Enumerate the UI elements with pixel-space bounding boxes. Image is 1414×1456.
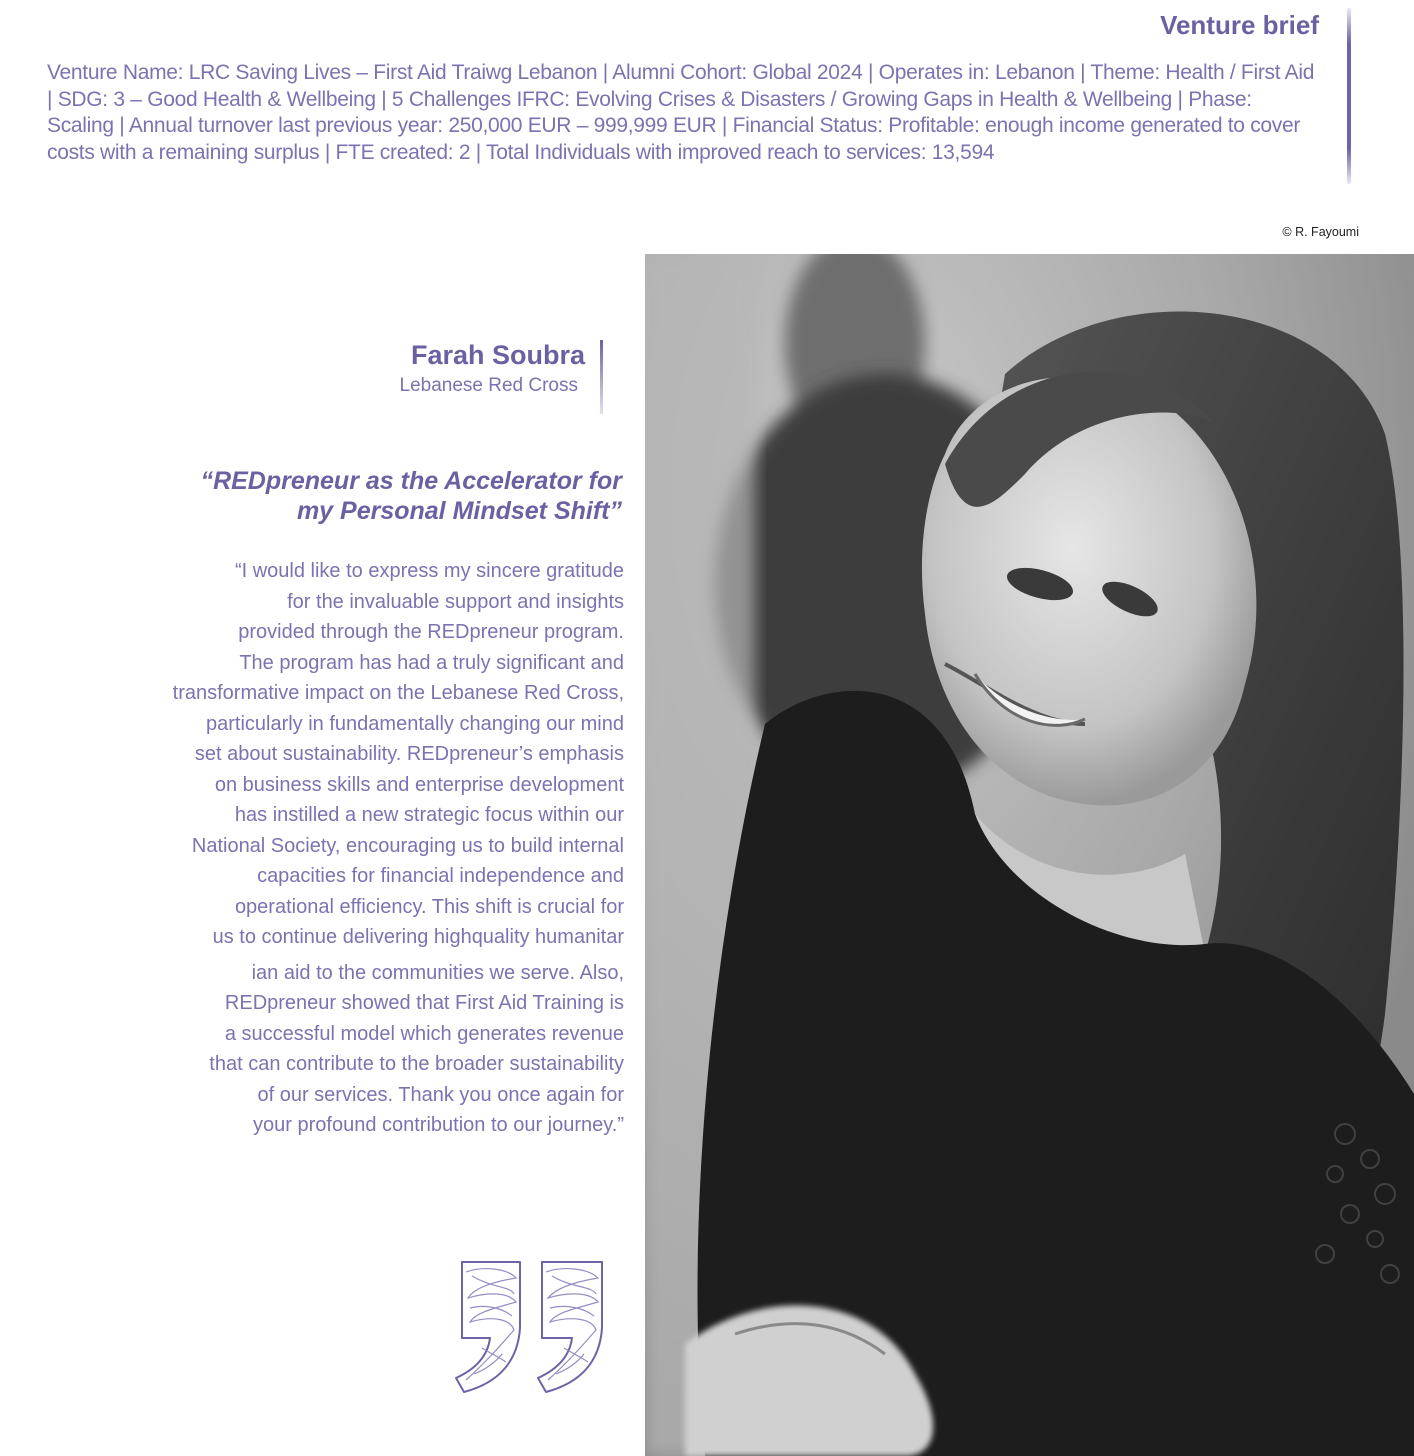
quote-headline-line: “REDpreneur as the Accelerator for xyxy=(200,467,622,495)
quote-line: of our services. Thank you once again for xyxy=(257,1083,624,1106)
quote-line: operational efficiency. This shift is crucial for xyxy=(234,895,624,918)
venture-brief-text: Venture Name: LRC Saving Lives – First Aid Traiwg Lebanon | Alumni Cohort: Global 2024 | Operates in: Lebanon | Theme: Health / First Aid | SDG: 3 – Good Health & Wellbeing | 5 Challenges IFRC: Evolving Crises & Disasters / Growing Gaps in Health & Wellbeing | Phase: Scaling | Annual turnover last previous year: 250,000 EUR – 999,999 EUR | Financial Status: Profitable: enough income generated to cover costs with a remaining surplus | FTE created: 2 | Total Individuals with improved reach to services: 13,594 xyxy=(47,61,1315,164)
quote-line: for the invaluable support and insights xyxy=(287,590,624,613)
brief-divider xyxy=(1347,8,1351,184)
person-name-block xyxy=(400,340,586,397)
person-name: Farah Soubra xyxy=(410,340,585,370)
portrait-illustration xyxy=(645,254,1414,1456)
person-organization: Lebanese Red Cross xyxy=(399,375,578,396)
quote-line: particularly in fundamentally changing our mind xyxy=(205,712,624,735)
quote-line: set about sustainability. REDpreneur’s emphasis xyxy=(194,743,624,765)
quote-line: “I would like to express my sincere gratitude xyxy=(234,560,624,582)
quote-line: us to continue delivering highquality humanitar xyxy=(212,926,624,948)
quote-line: REDpreneur showed that First Aid Training is xyxy=(224,992,624,1014)
quote-line: has instilled a new strategic focus within our xyxy=(234,804,624,826)
name-divider xyxy=(600,340,603,414)
quote-body xyxy=(140,556,624,1141)
photo-credit: © R. Fayoumi xyxy=(1282,225,1359,239)
quote-line: on business skills and enterprise development xyxy=(214,773,624,796)
quote-headline xyxy=(142,466,622,526)
portrait-photo xyxy=(645,254,1414,1456)
venture-brief-heading: Venture brief xyxy=(1160,10,1319,40)
quote-line: transformative impact on the Lebanese Red Cross, xyxy=(172,682,624,704)
quote-line: that can contribute to the broader sustainability xyxy=(209,1053,624,1075)
quote-line: ian aid to the communities we serve. Also, xyxy=(251,961,624,984)
quote-line: capacities for financial independence and xyxy=(257,865,624,887)
quote-line: National Society, encouraging us to build internal xyxy=(191,834,624,857)
quote-line: The program has had a truly significant and xyxy=(239,651,624,674)
quote-line: a successful model which generates revenue xyxy=(224,1022,624,1045)
quote-headline-line: my Personal Mindset Shift” xyxy=(296,497,622,525)
closing-quote-icon xyxy=(452,1258,610,1398)
quote-line: provided through the REDpreneur program. xyxy=(238,621,624,643)
quote-line: your profound contribution to our journey.” xyxy=(253,1114,624,1136)
